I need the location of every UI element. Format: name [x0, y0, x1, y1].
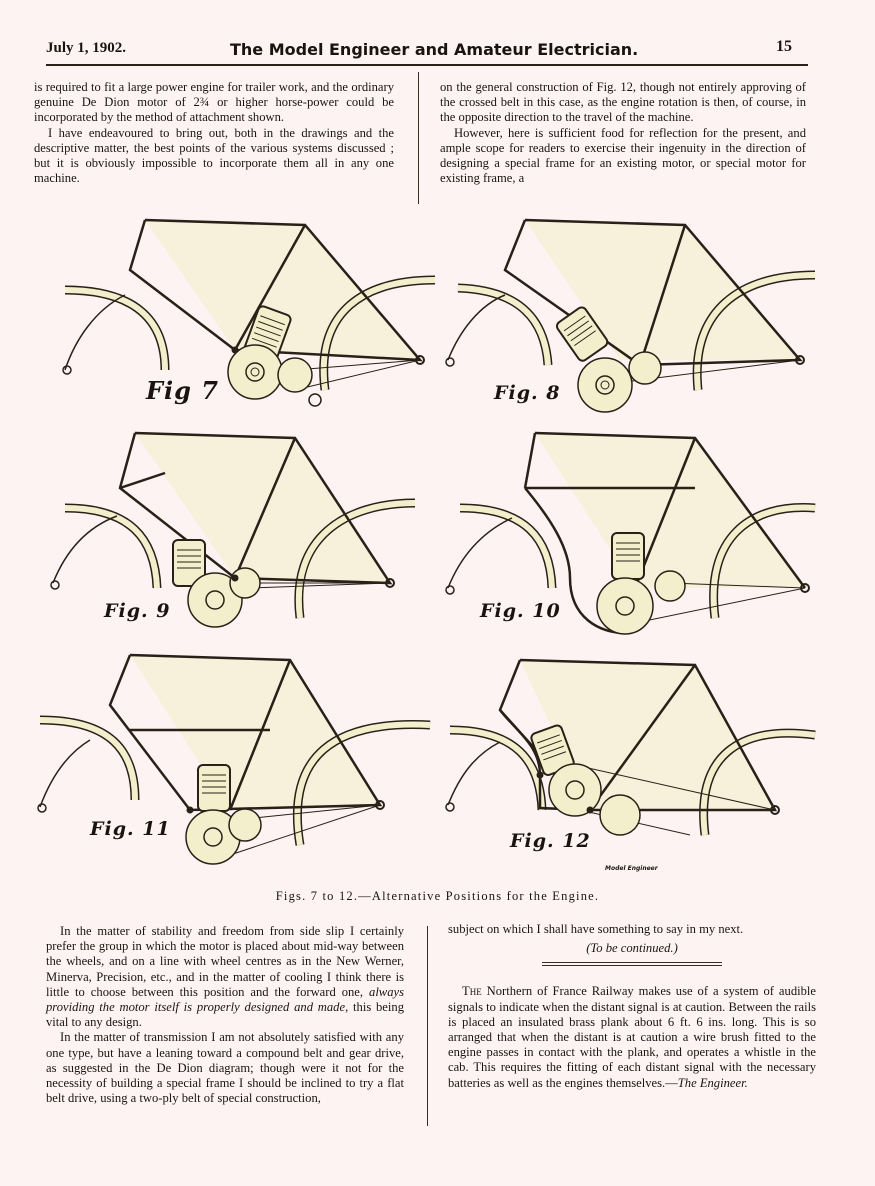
- figure-7-drawing: [55, 210, 440, 425]
- page-number: 15: [776, 38, 792, 55]
- figure-8-label: Fig. 8: [494, 382, 561, 404]
- page-header: [46, 40, 792, 62]
- paragraph-source: The Engineer.: [677, 1075, 748, 1090]
- figure-7-label: Fig 7: [146, 376, 219, 405]
- top-left-column: [34, 80, 394, 186]
- figure-9-drawing: [45, 428, 420, 638]
- figure-credit: Model Engineer: [605, 865, 658, 872]
- section-rule: [542, 962, 722, 966]
- paragraph: However, here is sufficient food for reflection for the present, and ample scope for readers to exercise their ingenuity in the direction of designing a special frame for an existing motor, or special motor for existing frame, a: [440, 125, 806, 186]
- figure-12-drawing: [440, 650, 820, 865]
- figure-caption: Figs. 7 to 12.—Alternative Positions for the Engine.: [275, 889, 600, 903]
- paragraph-text: Northern of France Railway makes use of a system of audible signals to indicate when the distant signal is at caution. Between the rails is placed an insulated brass plank about 6 ft. 6 ins. long. This is so arranged that when the distant is at caution a wire brush fitted to the engine passes in contact with the plank, and operates a whistle in the cab. This requires the fitting of each distant signal with the necessary batteries as well as the engines themselves.—: [448, 984, 816, 1090]
- paragraph-text: In the matter of stability and freedom from side slip I certainly prefer the group in which the motor is placed about mid-way between the wheels, and on a line with wheel centres as in the New Werner, Minerva, Precision, etc., and in the matter of cooling I think there is little to choose between this position and the forward one,: [46, 924, 404, 999]
- figure-10-label: Fig. 10: [480, 600, 561, 622]
- paragraph: on the general construction of Fig. 12, though not entirely approving of the crossed belt in this case, as the engine rotation is then, of course, in the opposite direction to the travel of the machine.: [440, 80, 806, 125]
- bottom-right-column: [448, 922, 816, 1091]
- column-divider: [427, 926, 428, 1126]
- figure-11-label: Fig. 11: [90, 818, 171, 840]
- top-right-column: [440, 80, 806, 186]
- paragraph: [448, 984, 816, 1090]
- to-be-continued: (To be continued.): [586, 941, 678, 956]
- header-title: The Model Engineer and Amateur Electrician.: [230, 40, 639, 59]
- column-divider: [418, 72, 419, 204]
- paragraph-text: , this being vital to any design.: [46, 1000, 404, 1030]
- paragraph-lead: The: [462, 984, 482, 999]
- paragraph: is required to fit a large power engine for trailer work, and the ordinary genuine De Dion motor of 2¾ or higher horse-power could be incorporated by the method of attachment shown.: [34, 80, 394, 125]
- paragraph: I have endeavoured to bring out, both in the drawings and the descriptive matter, the best points of the various systems discussed ; but it is obviously impossible to incorporate them all in any one machine.: [34, 125, 394, 186]
- figure-9-label: Fig. 9: [104, 600, 171, 622]
- bottom-left-column: [46, 924, 404, 1106]
- header-date: July 1, 1902.: [46, 40, 127, 56]
- paragraph: [46, 924, 404, 1030]
- figure-12-label: Fig. 12: [510, 830, 591, 852]
- paragraph-emphasis: always providing the motor itself is properly designed and made: [46, 984, 404, 1015]
- header-rule: [46, 64, 808, 66]
- paragraph: subject on which I shall have something to say in my next.: [448, 922, 744, 936]
- paragraph: In the matter of transmission I am not absolutely satisfied with any one type, but have a leaning toward a compound belt and gear drive, as suggested in the De Dion diagram; though were it not for the necessity of building a special frame I should be inclined to try a flat belt drive, using a two-ply belt of special construction,: [46, 1030, 404, 1106]
